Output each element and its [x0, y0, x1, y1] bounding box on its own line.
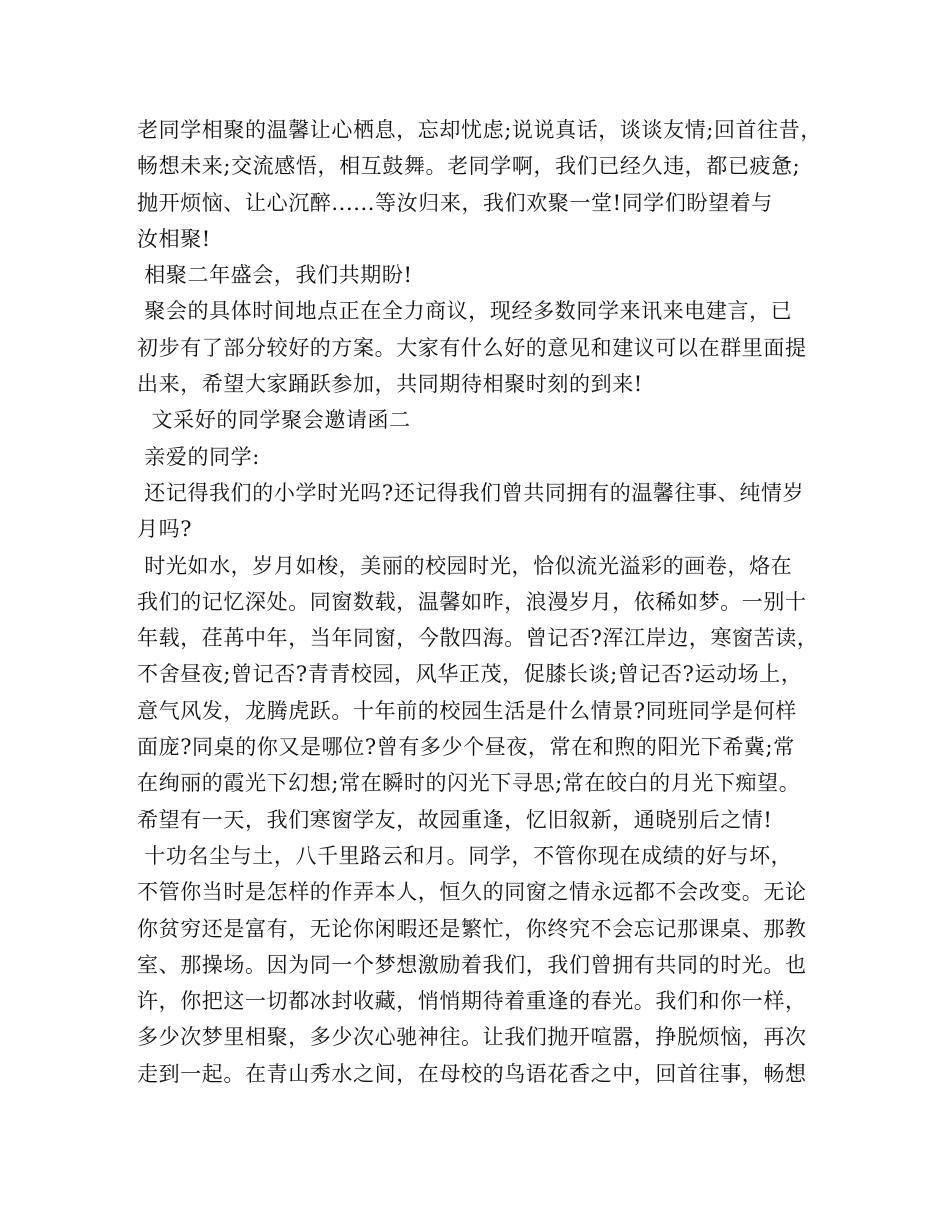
text-line-1: 老同学相聚的温馨让心栖息，忘却忧虑;说说真话，谈谈友情;回首往昔，	[137, 118, 822, 142]
text-line-6: 聚会的具体时间地点正在全力商议，现经多数同学来讯来电建言，已	[137, 299, 793, 324]
text-line-14: 我们的记忆深处。同窗数载，温馨如昨，浪漫岁月，依稀如梦。一别十	[137, 589, 807, 614]
text-line-5: 相聚二年盛会，我们共期盼!	[137, 263, 413, 288]
text-line-17: 意气风发，龙腾虎跃。十年前的校园生活是什么情景?同班同学是何样	[137, 698, 797, 723]
text-line-19: 在绚丽的霞光下幻想;常在瞬时的闪光下寻思;常在皎白的月光下痴望。	[137, 771, 801, 796]
text-line-13: 时光如水，岁月如梭，美丽的校园时光，恰似流光溢彩的画卷，烙在	[137, 553, 793, 578]
text-line-15: 年载，荏苒中年，当年同窗，今散四海。曾记否?浑江岸边，寒窗苦读，	[137, 626, 819, 651]
text-line-23: 你贫穷还是富有，无论你闲暇还是繁忙，你终究不会忘记那课桌、那教	[137, 916, 807, 941]
text-line-7: 初步有了部分较好的方案。大家有什么好的意见和建议可以在群里面提	[137, 335, 807, 360]
text-line-4: 汝相聚!	[137, 226, 211, 251]
text-line-24: 室、那操场。因为同一个梦想激励着我们，我们曾拥有共同的时光。也	[137, 952, 807, 977]
document-body	[137, 112, 822, 1092]
text-line-27: 走到一起。在青山秀水之间，在母校的鸟语花香之中，回首往事，畅想	[137, 1061, 807, 1086]
text-line-16: 不舍昼夜;曾记否?青青校园，风华正茂，促膝长谈;曾记否?运动场上，	[137, 662, 803, 687]
text-line-18: 面庞?同桌的你又是哪位?曾有多少个昼夜，常在和煦的阳光下希冀;常	[137, 735, 795, 760]
text-line-26: 多少次梦里相聚，多少次心驰神往。让我们抛开喧嚣，挣脱烦恼，再次	[137, 1025, 807, 1050]
text-line-22: 不管你当时是怎样的作弄本人，恒久的同窗之情永远都不会改变。无论	[137, 880, 807, 905]
text-line-3: 抛开烦恼、让心沉醉......等汝归来，我们欢聚一堂!同学们盼望着与	[137, 190, 773, 215]
section-heading: 文采好的同学聚会邀请函二	[137, 408, 411, 433]
text-line-20: 希望有一天，我们寒窗学友，故园重逢，忆旧叙新，通晓别后之情!	[137, 807, 773, 832]
text-line-25: 许，你把这一切都冰封收藏，悄悄期待着重逢的春光。我们和你一样，	[137, 989, 807, 1014]
text-line-11: 还记得我们的小学时光吗?还记得我们曾共同拥有的温馨往事、纯情岁	[137, 480, 805, 505]
text-line-21: 十功名尘与土，八千里路云和月。同学，不管你现在成绩的好与坏，	[137, 843, 793, 868]
text-line-12: 月吗?	[137, 517, 193, 542]
text-line-2: 畅想未来;交流感悟，相互鼓舞。老同学啊，我们已经久违，都已疲惫;	[137, 154, 801, 179]
salutation: 亲爱的同学:	[137, 444, 260, 469]
text-line-8: 出来，希望大家踊跃参加，共同期待相聚时刻的到来!	[137, 372, 643, 397]
